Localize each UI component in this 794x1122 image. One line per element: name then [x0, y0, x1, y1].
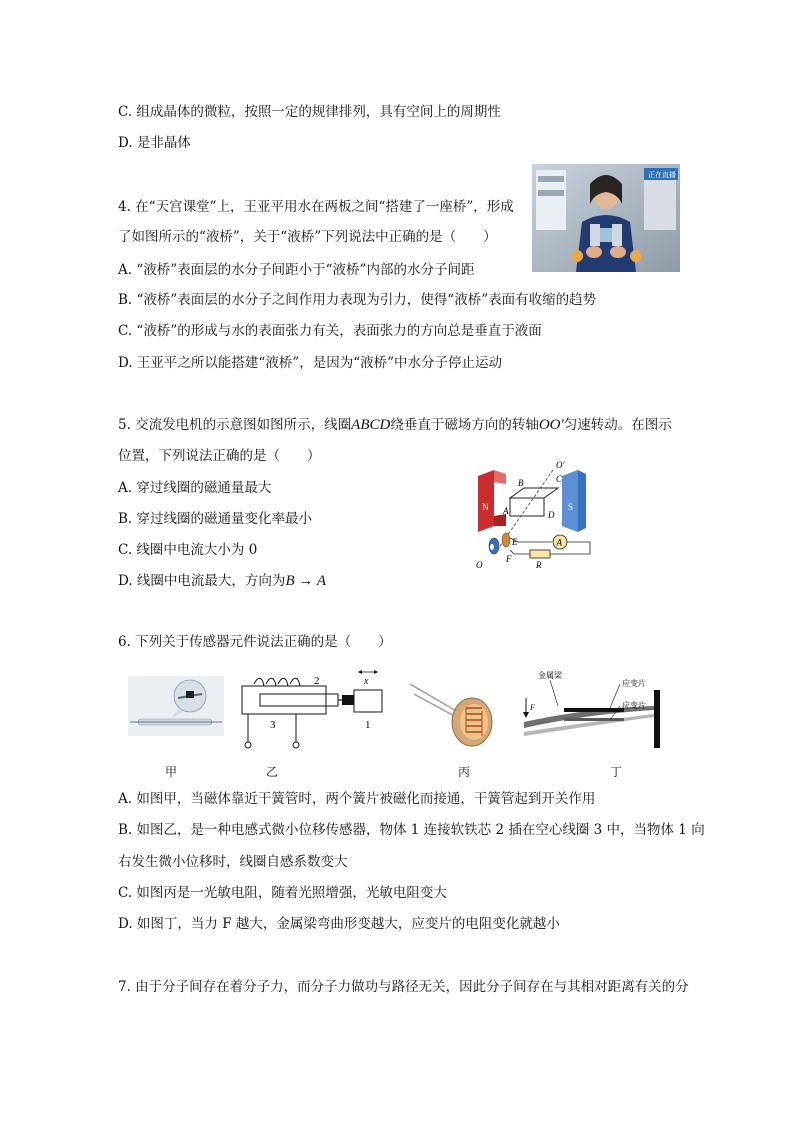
q4-option-c: C. “液桥”的形成与水的表面张力有关，表面张力的方向总是垂直于液面 [118, 323, 542, 339]
brush-e-label: E [512, 537, 518, 547]
q3-option-c: C. 组成晶体的微粒，按照一定的规律排列，具有空间上的周期性 [118, 104, 501, 120]
q5-option-d [118, 572, 326, 590]
inductive-sensor-diagram [238, 664, 388, 752]
q4-stem-line1: 4. 在“天宫课堂”上，王亚平用水在两板之间“搭建了一座桥”，形成 [118, 199, 514, 215]
resistor-r-label: R [536, 560, 542, 570]
q5-coil-symbol: ABCD [351, 417, 391, 433]
q5-option-c: C. 线圈中电流大小为 0 [118, 542, 258, 558]
q3-option-d: D. 是非晶体 [118, 135, 191, 151]
q4-stem-line2: 了如图所示的“液桥”，关于“液桥”下列说法中正确的是（ ） [118, 229, 497, 245]
q4-option-b: B. “液桥”表面层的水分子之间作用力表现为引力，使得“液桥”表面有收缩的趋势 [118, 292, 597, 308]
q6-option-d: D. 如图丁，当力 F 越大，金属梁弯曲形变越大，应变片的电阻变化就越小 [118, 916, 560, 932]
q5-option-b: B. 穿过线圈的磁通量变化率最小 [118, 511, 313, 527]
fig-jia-label: 甲 [165, 765, 178, 779]
fig-bing-label: 丙 [458, 765, 471, 779]
ac-generator-diagram [470, 456, 600, 574]
photoresistor-photo [408, 676, 498, 752]
magnet-s-label: S [568, 502, 574, 512]
strain-gauge-diagram [518, 666, 668, 750]
magnet-n-label: N [482, 502, 489, 512]
sensor-label-3: 3 [270, 719, 276, 731]
q6-option-a: A. 如图甲，当磁体靠近干簧管时，两个簧片被磁化而接通，干簧管起到开关作用 [118, 791, 596, 807]
brush-f-label: F [506, 554, 512, 564]
q5-stem-part1: 5. 交流发电机的示意图如图所示，线圈 [118, 417, 352, 433]
sensor-label-1: 1 [365, 719, 371, 731]
fig-ding-label: 丁 [610, 765, 623, 779]
axis-o-prime-label: O′ [556, 460, 565, 470]
coil-c-label: C [556, 474, 563, 484]
ammeter-label: A [556, 537, 562, 548]
q5-stem-line2: 位置，下列说法正确的是（ ） [118, 448, 321, 464]
reed-switch-photo [128, 676, 224, 736]
q5-stem-part2: 绕垂直于磁场方向的转轴 [390, 417, 539, 433]
strain-gauge-label-1: 应变片 [622, 679, 646, 688]
fig-yi-label: 乙 [266, 765, 279, 779]
q6-option-c: C. 如图丙是一光敏电阻，随着光照增强，光敏电阻变大 [118, 885, 447, 901]
liquid-bridge-photo [532, 164, 680, 272]
q4-option-a: A. “液桥”表面层的水分子间距小于“液桥”内部的水分子间距 [118, 262, 475, 278]
sensor-label-2: 2 [314, 675, 320, 687]
coil-b-label: B [518, 478, 524, 488]
q4-option-d: D. 王亚平之所以能搭建“液桥”，是因为“液桥”中水分子停止运动 [118, 355, 503, 371]
q6-option-b-line2: 右发生微小位移时，线圈自感系数变大 [118, 854, 348, 870]
force-f-label: F [530, 703, 535, 712]
q5-option-a: A. 穿过线圈的磁通量最大 [118, 480, 272, 496]
q5-axis-symbol: OO′ [538, 417, 564, 433]
coil-d-label: D [548, 510, 555, 520]
displacement-x-label: x [364, 676, 369, 687]
q5-stem-line1 [118, 416, 672, 434]
axis-o-label: O [476, 560, 483, 570]
q7-stem-line1: 7. 由于分子间存在着分子力，而分子力做功与路径无关，因此分子间存在与其相对距离有关的分 [118, 979, 689, 995]
q5-option-d-direction: B → A [285, 573, 326, 589]
q5-stem-part3: 匀速转动。在图示 [563, 417, 672, 433]
metal-beam-label: 金属梁 [538, 671, 562, 680]
q6-stem: 6. 下列关于传感器元件说法正确的是（ ） [118, 634, 392, 650]
q5-option-d-text: D. 线圈中电流最大，方向为 [118, 573, 286, 589]
live-badge-text: 正在直播 [648, 171, 676, 179]
q6-option-b-line1: B. 如图乙，是一种电感式微小位移传感器，物体 1 连接软铁芯 2 插在空心线圈 3 中，当物体 1 向 [118, 822, 705, 838]
strain-gauge-label-2: 应变片 [622, 701, 646, 710]
coil-a-label: A [503, 506, 509, 516]
